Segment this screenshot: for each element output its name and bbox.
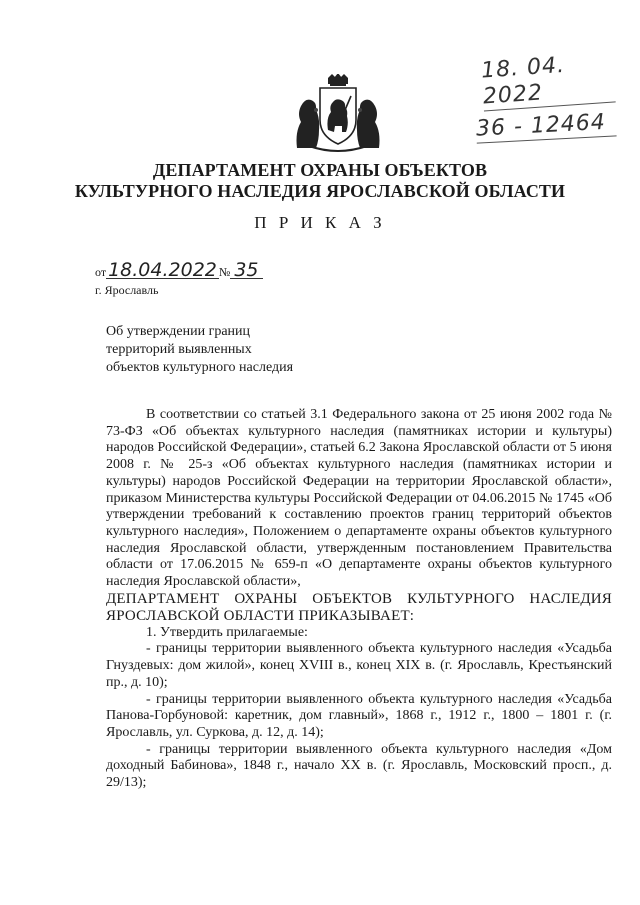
order-number: 35 — [230, 262, 262, 279]
order-body — [106, 407, 612, 792]
order-date-prefix: от — [95, 265, 107, 279]
order-heading: П Р И К А З — [254, 213, 386, 232]
order-metadata — [95, 259, 263, 298]
coat-of-arms-icon — [289, 74, 387, 154]
subject-line1: Об утверждении границ — [106, 324, 251, 339]
department-title-line2: КУЛЬТУРНОГО НАСЛЕДИЯ ЯРОСЛАВСКОЙ ОБЛАСТИ — [74, 181, 566, 201]
sub-item-3: - границы территории выявленного объекта культурного наследия «Дом доходный Бабинова», 1848 г., начало XX в. (г. Ярославль, Московский просп., д. 29/13); — [106, 741, 612, 791]
order-date-number-line — [95, 259, 263, 281]
order-city: г. Ярославль — [95, 283, 159, 297]
order-number-prefix: № — [218, 265, 231, 279]
item-1: 1. Утвердить прилагаемые: — [146, 624, 308, 640]
order-subject — [106, 323, 293, 377]
preamble-paragraph: В соответствии со статьей 3.1 Федерального закона от 25 июня 2002 года № 73-ФЗ «Об объектах культурного наследия (памятниках истории и культуры) народов Российской Федерации», статьей 6.2 Закона Ярославской области от 5 июня 2008 г. № 25-з «Об объектах культурного наследия (памятниках истории и культуры) народов Российской Федерации на территории Ярославской области», приказом Министерства культуры Российской Федерации от 04.06.2015 № 1745 «Об утверждении требований к составлению проектов границ территорий объектов культурного наследия», Положением о департаменте охраны объектов культурного наследия Ярославской области, утвержденным постановлением Правительства области от 17.06.2015 № 659-п «О департаменте охраны объектов культурного наследия Ярославской области», — [106, 407, 612, 590]
registration-stamp — [468, 54, 628, 140]
subject-line3: объектов культурного наследия — [106, 360, 294, 375]
subject-line2: территорий выявленных — [106, 342, 252, 357]
department-title-line1: ДЕПАРТАМЕНТ ОХРАНЫ ОБЪЕКТОВ — [152, 160, 488, 180]
sub-item-2: - границы территории выявленного объекта культурного наследия «Усадьба Панова-Горбуновой: каретник, дом главный», 1868 г., 1912 г., 1800 – 1801 г. (г. Ярославль, ул. Суркова, д. 12, д. 14); — [106, 691, 612, 740]
registration-number: 36 - 12464 — [475, 109, 616, 143]
orders-statement: ДЕПАРТАМЕНТ ОХРАНЫ ОБЪЕКТОВ КУЛЬТУРНОГО НАСЛЕДИЯ ЯРОСЛАВСКОЙ ОБЛАСТИ ПРИКАЗЫВАЕТ: — [106, 590, 612, 624]
order-date: 18.04.2022 — [108, 259, 217, 281]
sub-item-1: - границы территории выявленного объекта культурного наследия «Усадьба Гнуздевых: дом жилой», конец XVIII в., конец XIX в. (г. Ярославль, Крестьянский пр., д. 10); — [106, 641, 612, 690]
registration-date: 18. 04. 2022 — [480, 49, 615, 111]
department-title — [0, 160, 640, 202]
